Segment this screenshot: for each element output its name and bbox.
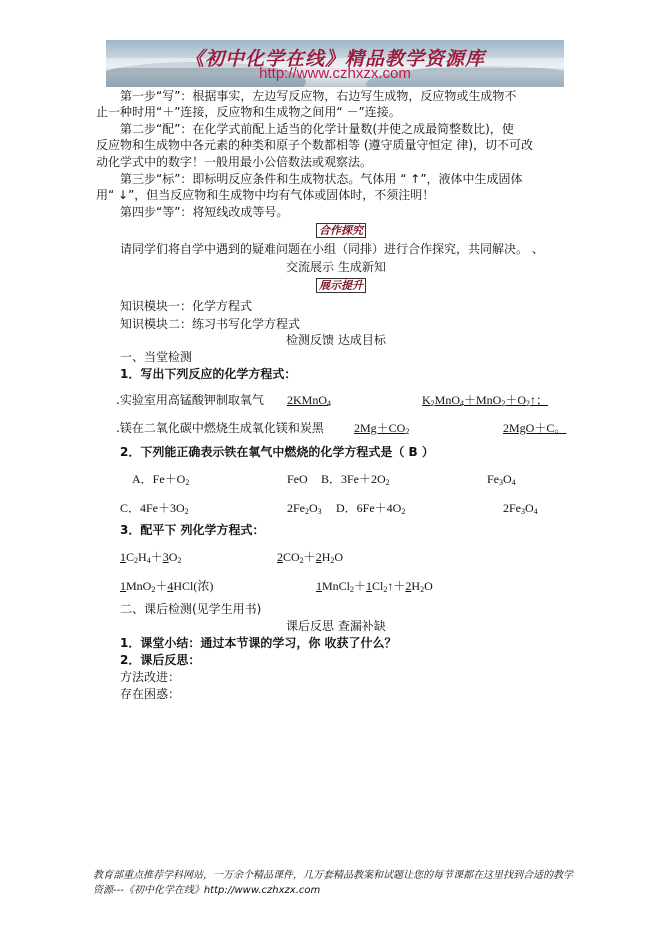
reflect-item-2: 2．课后反思： (120, 653, 201, 667)
remaining-confusion: 存在困惑： (120, 687, 181, 701)
q1a-left: 2KMnO$_4$ (287, 393, 332, 408)
q1b-text: .镁在二氧化碳中燃烧生成氧化镁和炭黑 (116, 421, 324, 435)
q2-option-a-left: A．$Fe+O_2$ (132, 472, 190, 487)
q2-option-b-right: $Fe_3O_4$ (487, 472, 516, 487)
footer-line1: 教育部重点推荐学科网站，一万余个精品课件，几万套精品教案和试题让您的每节课都在这里找到合适的教学 (93, 870, 573, 881)
q3b-right: $1MnCl_2+1Cl_2↑+2H_2O$ (316, 579, 433, 594)
footer-line2: 资源---《初中化学在线》http://www.czhxzx.com (93, 885, 321, 896)
show-label: 展示提升 (316, 278, 366, 293)
q3a-left: $1C_2H_4+3O_2$ (120, 550, 182, 565)
coop-label: 合作探究 (316, 223, 366, 238)
q1b-right: 2MgO＋C。 (503, 421, 567, 435)
q3a-right: $2CO_2+2H_2O$ (277, 550, 344, 565)
q3: 3．配平下 列化学方程式： (120, 523, 265, 537)
step1-line2: 止一种时用“＋”连接，反应物和生成物之间用“ －”连接。 (96, 105, 401, 119)
q1: 1．写出下列反应的化学方程式： (120, 367, 297, 381)
step3-line2: 用“ ↓”，但当反应物和生成物中均有气体或固体时，不须注明！ (96, 188, 435, 202)
step2-line3: 动化学式中的数字！一般用最小公倍数法或观察法。 (96, 155, 373, 169)
step2-line2: 反应物和生成物中各元素的种类和原子个数都相等 (遵守质量守恒定 律)，切不可改 (96, 138, 533, 152)
step3-line1: 第三步“标”：即标明反应条件和生成物状态。气体用 “ ↑”，液体中生成固体 (120, 172, 523, 186)
feedback-heading: 检测反馈 达成目标 (286, 333, 386, 347)
banner-title: 《初中化学在线》精品教学资源库 (184, 48, 485, 70)
step1-line1: 第一步“写”：根据事实，左边写反应物，右边写生成物，反应物或生成物不 (120, 89, 517, 103)
q2-option-b-left: B．$3Fe+2O_2$ (321, 472, 390, 487)
step4-line: 第四步“等”：将短线改成等号。 (120, 205, 289, 219)
step2-line1: 第二步“配”：在化学式前配上适当的化学计量数(并使之成最简整数比)，使 (120, 122, 514, 136)
check-heading: 一、当堂检测 (120, 350, 193, 364)
module1: 知识模块一：化学方程式 (120, 299, 253, 313)
q2-option-c-right: $2Fe_2O_3$ (287, 501, 322, 516)
q2-option-c-left: C．$4Fe+3O_2$ (120, 501, 189, 516)
q2-option-d-left: D．$6Fe+4O_2$ (336, 501, 406, 516)
after-class-heading: 二、课后检测(见学生用书) (120, 602, 262, 616)
q1a-text: .实验室用高锰酸钾制取氧气 (116, 393, 264, 407)
header-banner (106, 40, 564, 87)
reflect-heading: 课后反思 查漏补缺 (286, 619, 386, 633)
q2-option-d-right: $2Fe_3O_4$ (503, 501, 538, 516)
method-improve: 方法改进： (120, 670, 181, 684)
q2: 2．下列能正确表示铁在氧气中燃烧的化学方程式是（ B ） (120, 445, 434, 459)
q2-option-a-right: FeO (287, 472, 308, 486)
reflect-item-1: 1．课堂小结：通过本节课的学习，你 收获了什么？ (120, 636, 397, 650)
q3b-left: 1MnO$_2$＋4HCl(浓) (120, 579, 214, 594)
q1a-right: $K_2MnO_4+MnO_2+O_2↑$； (422, 393, 549, 408)
coop-text: 请同学们将自学中遇到的疑难问题在小组（同排）进行合作探究，共同解决。 、 (120, 242, 544, 256)
banner-url[interactable]: http://www.czhxzx.com (259, 65, 411, 82)
exchange-heading: 交流展示 生成新知 (286, 260, 386, 274)
module2: 知识模块二：练习书写化学方程式 (120, 317, 301, 331)
q1b-left: $2Mg+CO_2$ (354, 421, 410, 436)
